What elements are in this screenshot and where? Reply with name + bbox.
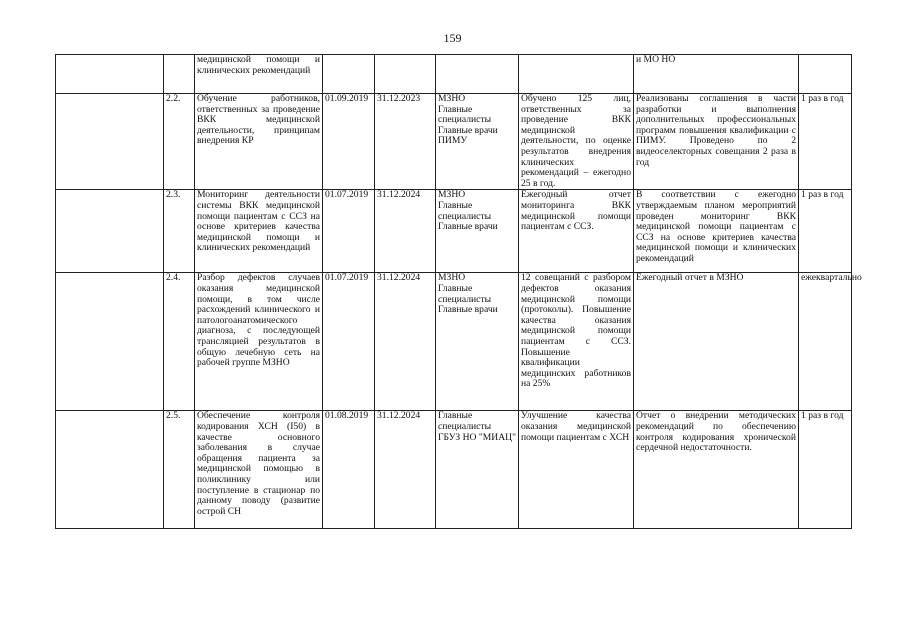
responsible-line: Главные врачи bbox=[438, 221, 498, 233]
responsible-line: Главные специалисты bbox=[438, 282, 492, 305]
table-row bbox=[56, 411, 852, 529]
responsible-cell bbox=[436, 94, 519, 190]
plan-table bbox=[55, 54, 862, 529]
responsible-cell bbox=[436, 411, 519, 529]
end-date-cell bbox=[375, 55, 436, 94]
responsible-line: МЗНО bbox=[438, 93, 466, 104]
frequency-cell bbox=[799, 55, 852, 94]
indicator-cell: Ежегодный отчет в МЗНО bbox=[634, 273, 799, 411]
result-cell: Улучшение качества оказания медицинской помощи пациентам с ХСН bbox=[519, 411, 634, 529]
row-number-cell: 2.2. bbox=[164, 94, 195, 190]
table-row bbox=[56, 94, 852, 190]
result-cell: Ежегодный отчет мониторинга ВКК медицинской помощи пациентам с ССЗ. bbox=[519, 190, 634, 273]
row-number-cell: 2.4. bbox=[164, 273, 195, 411]
row-number-cell: 2.3. bbox=[164, 190, 195, 273]
table-body bbox=[56, 54, 862, 529]
start-date-cell: 01.07.2019 bbox=[323, 190, 375, 273]
table-row bbox=[56, 55, 852, 94]
start-date-cell: 01.09.2019 bbox=[323, 94, 375, 190]
responsible-line: Главные специалисты bbox=[438, 103, 492, 126]
responsible-line: МЗНО bbox=[438, 272, 466, 284]
start-date-cell: 01.08.2019 bbox=[323, 411, 375, 529]
end-date-cell: 31.12.2024 bbox=[375, 411, 436, 529]
task-cell: Мониторинг деятельности системы ВКК медицинской помощи пациентам с ССЗ на основе критериев качества медицинской помощи и клинических рекомендаций bbox=[195, 190, 323, 273]
end-date-cell: 31.12.2023 bbox=[375, 94, 436, 190]
start-date-cell bbox=[323, 55, 375, 94]
responsible-line: Главные специалисты bbox=[438, 410, 492, 432]
responsible-line: ПИМУ bbox=[438, 135, 468, 147]
indicator-cell: Реализованы соглашения в части разработки и выполнения дополнительных профессиональных программ повышения квалификации с ПИМУ. Проведено по 2 видеоселекторных совещания 2 раза в год bbox=[634, 94, 799, 190]
responsible-line: Главные врачи bbox=[438, 124, 498, 136]
result-cell bbox=[519, 55, 634, 94]
responsible-line: Главные врачи bbox=[438, 304, 498, 316]
empty-cell bbox=[56, 55, 164, 94]
task-cell: Разбор дефектов случаев оказания медицинской помощи, в том числе расхождений клинического и патологоанатомического диагноза, с последующей трансляцией результатов в общую лечебную сеть на рабочей группе МЗНО bbox=[195, 273, 323, 411]
empty-cell bbox=[56, 411, 164, 529]
end-date-cell: 31.12.2024 bbox=[375, 190, 436, 273]
start-date-cell: 01.07.2019 bbox=[323, 273, 375, 411]
indicator-cell: Отчет о внедрении методических рекомендаций по обеспечению контроля кодирования хронической сердечной недостаточности. bbox=[634, 411, 799, 529]
table-row bbox=[56, 273, 852, 411]
responsible-line: Главные специалисты bbox=[438, 199, 492, 222]
table-row bbox=[56, 190, 852, 273]
task-cell: Обеспечение контроля кодирования ХСН (I50) в качестве основного заболевания в случае обращения пациента за медицинской помощью в поликлинику или поступление в стационар по данному поводу (развитие острой СН bbox=[195, 411, 323, 529]
result-cell: 12 совещаний с разбором дефектов оказания медицинской помощи (протоколы). Повышение качества оказания медицинской помощи пациентам с ССЗ. Повышение квалификации медицинских работников на 25% bbox=[519, 273, 634, 411]
row-number-cell bbox=[164, 55, 195, 94]
frequency-cell: 1 раз в год bbox=[799, 411, 852, 529]
frequency-cell: 1 раз в год bbox=[799, 190, 852, 273]
empty-cell bbox=[56, 94, 164, 190]
row-number-cell: 2.5. bbox=[164, 411, 195, 529]
result-cell: Обучено 125 лиц, ответственных за проведение ВКК медицинской деятельности, по оценке результатов внедрения клинических рекомендаций – ежегодно 25 в год. bbox=[519, 94, 634, 190]
frequency-cell: 1 раз в год bbox=[799, 94, 852, 190]
responsible-cell bbox=[436, 190, 519, 273]
responsible-line: ГБУЗ НО "МИАЦ" bbox=[438, 431, 516, 443]
frequency-cell: ежеквартально bbox=[799, 273, 852, 411]
empty-cell bbox=[56, 273, 164, 411]
task-cell: медицинской помощи и клинических рекомендаций bbox=[195, 55, 323, 94]
indicator-cell: В соответствии с ежегодно утверждаемым планом мероприятий проведен мониторинг ВКК медицинской помощи пациентам с ССЗ на основе критериев качества медицинской помощи и клинических рекомендаций bbox=[634, 190, 799, 273]
indicator-cell: и МО НО bbox=[634, 55, 799, 94]
empty-cell bbox=[56, 190, 164, 273]
task-cell: Обучение работников, ответственных за проведение ВКК медицинской деятельности, принципам внедрения КР bbox=[195, 94, 323, 190]
responsible-cell bbox=[436, 55, 519, 94]
responsible-line: МЗНО bbox=[438, 189, 466, 201]
end-date-cell: 31.12.2024 bbox=[375, 273, 436, 411]
responsible-cell bbox=[436, 273, 519, 411]
page-number: 159 bbox=[443, 31, 462, 45]
